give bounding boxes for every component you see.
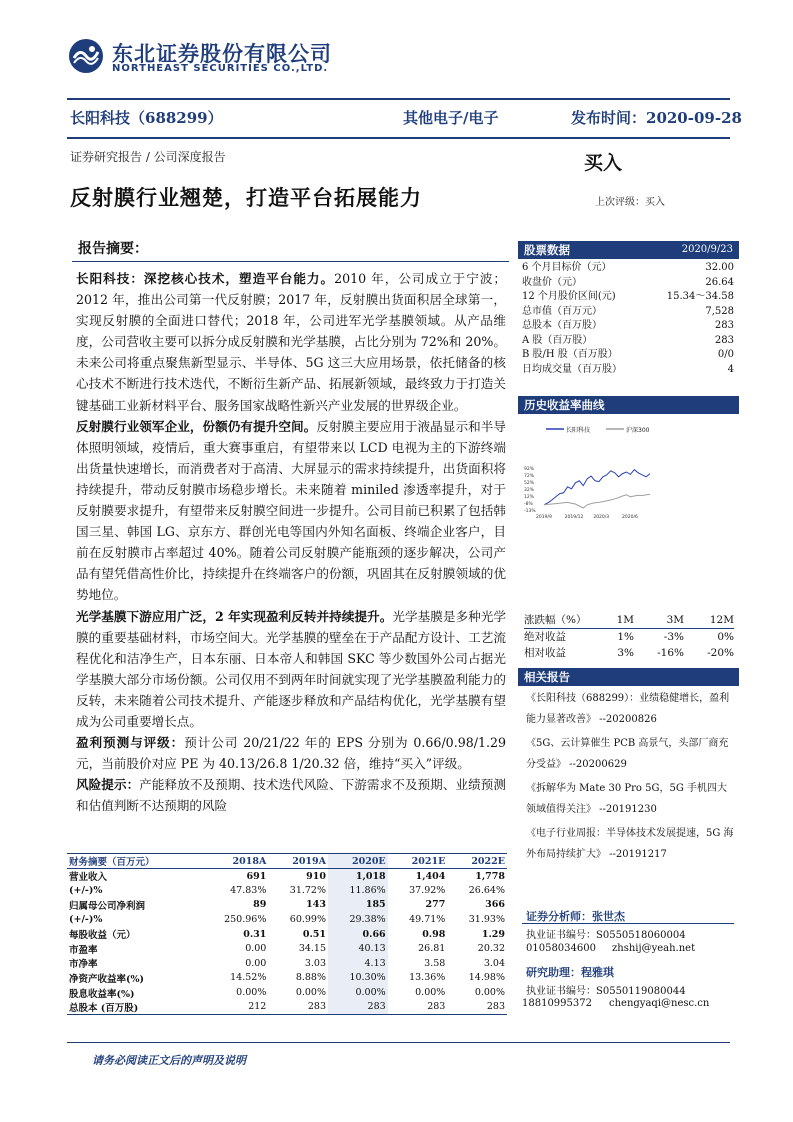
perf-header: 1M xyxy=(616,614,634,626)
fin-cell: 0.98 xyxy=(422,928,446,940)
previous-rating: 上次评级：买入 xyxy=(595,197,665,208)
stock-data-heading xyxy=(518,241,739,259)
fin-cell: 0.00% xyxy=(474,987,505,999)
fin-row-label: (+/-)% xyxy=(69,884,103,896)
fin-cell: 20.32 xyxy=(477,943,505,955)
fin-cell: 1.29 xyxy=(481,928,505,940)
financial-row xyxy=(67,971,507,986)
fin-cell: 0.00 xyxy=(245,957,267,969)
fin-cell: 283 xyxy=(388,1000,448,1015)
stock-label: B 股/H 股（百万股） xyxy=(522,349,618,360)
fin-row-label: 市盈率 xyxy=(69,944,98,956)
stock-value: 283 xyxy=(714,334,734,346)
performance-header-row xyxy=(524,612,734,628)
perf-cell: -3% xyxy=(663,631,684,643)
fin-cell: 0.51 xyxy=(302,928,327,940)
financial-row xyxy=(67,941,507,956)
return-curve-chart xyxy=(522,418,734,603)
analyst-cert: 执业证书编号：S0550518060004 xyxy=(526,930,686,941)
perf-cell: 相对收益 xyxy=(524,647,566,659)
stock-label: 6 个月目标价（元） xyxy=(522,262,612,273)
fin-header: 财务摘要（百万元） xyxy=(67,854,200,869)
fin-cell: 283 xyxy=(447,1000,507,1015)
financial-row xyxy=(67,1000,507,1015)
assistant-name: 研究助理：程雅琪 xyxy=(526,966,614,979)
chart-heading-title: 历史收益率曲线 xyxy=(524,398,605,412)
fin-cell: 47.83% xyxy=(230,884,267,896)
fin-cell: 0.00% xyxy=(328,985,388,1000)
stock-value: 283 xyxy=(714,320,734,331)
fin-cell: 0.00% xyxy=(295,987,327,999)
fin-cell: 49.71% xyxy=(409,914,446,926)
fin-cell: 3.04 xyxy=(483,957,505,969)
abstract-paragraph-3 xyxy=(76,606,506,733)
related-report-link[interactable]: 《电子行业周报：半导体技术发展提速，5G 海外布局持续扩大》 --20191217 xyxy=(526,828,734,860)
financial-row xyxy=(67,898,507,913)
perf-cell: 3% xyxy=(617,647,634,659)
financial-row xyxy=(67,927,507,942)
stock-label: 收盘价（元） xyxy=(522,276,582,288)
fin-cell: 29.38% xyxy=(328,912,388,927)
perf-cell: 1% xyxy=(617,631,634,643)
perf-cell: -20% xyxy=(707,647,734,659)
stock-value: 26.64 xyxy=(705,276,734,288)
fin-cell: 0.31 xyxy=(243,928,267,940)
perf-header: 涨跌幅（%） xyxy=(524,614,587,626)
y-tick-label: -8% xyxy=(524,502,533,507)
fin-cell: 1,018 xyxy=(328,869,388,884)
stock-value: 15.34～34.58 xyxy=(666,291,734,302)
financial-row xyxy=(67,985,507,1000)
fin-cell: 691 xyxy=(246,870,267,882)
assistant-cert: 执业证书编号：S0550119080044 xyxy=(526,986,686,997)
y-tick-label: 92% xyxy=(524,467,535,472)
fin-header: 2019A xyxy=(268,854,328,869)
fin-cell: 283 xyxy=(268,1000,328,1015)
y-tick-label: 72% xyxy=(524,474,535,479)
legend-label: 沪深300 xyxy=(626,427,650,434)
series-line xyxy=(544,470,650,505)
fin-row-label: 股息收益率(%) xyxy=(69,988,135,1000)
fin-cell: 8.88% xyxy=(295,972,327,984)
report-title: 反射膜行业翘楚，打造平台拓展能力 xyxy=(70,185,422,210)
header-divider-top xyxy=(67,98,730,100)
company-name-cn: 东北证券股份有限公司 xyxy=(112,42,332,66)
fin-cell: 143 xyxy=(306,899,327,911)
analyst-email[interactable]: zhshij@yeah.net xyxy=(612,943,696,954)
x-tick-label: 2020/6 xyxy=(622,515,638,520)
related-report-link[interactable]: 《5G、云计算催生 PCB 高景气，头部厂商充分受益》 --20200629 xyxy=(526,738,729,770)
stock-label: 日均成交量（百万股） xyxy=(522,363,622,375)
stock-label: 总市值（百万元） xyxy=(522,305,602,317)
related-heading xyxy=(518,668,739,686)
assistant-email[interactable]: chengyaqi@nesc.cn xyxy=(609,998,710,1009)
company-logo-icon xyxy=(68,38,104,74)
stock-row xyxy=(522,319,734,334)
stock-label: A 股（百万股） xyxy=(522,334,593,346)
paragraph-text: 预计公司 20/21/22 年的 EPS 分别为 0.66/0.98/1.29 元，当前股价对应 PE 为 40.13/26.8 1/20.32 倍，维持“买入”评级。 xyxy=(76,735,507,772)
stock-value: 0/0 xyxy=(717,349,734,360)
fin-header: 2022E xyxy=(447,854,507,869)
x-tick-label: 2019/12 xyxy=(564,515,584,520)
analyst-phone: 01058034600 xyxy=(526,943,596,954)
performance-row xyxy=(524,645,734,661)
y-tick-label: 32% xyxy=(524,488,535,493)
stock-data-table xyxy=(522,261,734,377)
footer-disclaimer: 请务必阅读正文后的声明及说明 xyxy=(92,1054,246,1067)
abstract-body xyxy=(76,268,506,816)
stock-value: 4 xyxy=(727,363,734,375)
abstract-paragraph-5 xyxy=(76,774,506,816)
chart-heading xyxy=(518,396,739,414)
fin-row-label: 归属母公司净利润 xyxy=(69,900,146,912)
related-report-link[interactable]: 《拆解华为 Mate 30 Pro 5G，5G 手机四大领域值得关注》 --20191230 xyxy=(526,783,727,815)
related-list xyxy=(526,688,736,868)
performance-table xyxy=(524,612,734,661)
fin-cell: 31.72% xyxy=(289,884,327,896)
fin-cell: 4.13 xyxy=(328,956,388,971)
fin-header: 2018A xyxy=(200,854,269,869)
performance-row xyxy=(524,629,734,645)
fin-cell: 1,778 xyxy=(475,870,505,882)
fin-cell: 366 xyxy=(485,899,505,911)
abstract-paragraph-1 xyxy=(76,268,506,416)
fin-header: 2021E xyxy=(388,854,448,869)
fin-cell: 0.66 xyxy=(328,927,388,942)
header-divider-bottom xyxy=(67,137,730,139)
rating-badge: 买入 xyxy=(584,152,623,174)
paragraph-lead: 盈利预测与评级： xyxy=(76,735,185,751)
paragraph-text: 2010 年，公司成立于宁波；2012 年，推出公司第一代反射膜；2017 年，反射膜出货面积居全球第一，实现反射膜的全面进口替代；2018 年，公司进军光学基膜领域。从产品维度，公司营收主要可以拆分成反射膜和光学基膜，占比分别为 72%和 20%。未来公司将重点聚焦新型显示、半导体、5G 这三大应用场景，依托储备的核心技术不断进行技术迭代，不断衍生新产品、拓展新领域，最终致力于打造关键基础工业新材料平台、服务国家战略性新兴产业发展的世界级企业。 xyxy=(76,271,507,413)
fin-cell: 60.99% xyxy=(289,914,327,926)
fin-row-label: 每股收益（元） xyxy=(69,930,136,942)
fin-row-label: 营业收入 xyxy=(69,872,108,884)
fin-row-label: 总股本 (百万股) xyxy=(67,1000,200,1015)
fin-cell: 3.03 xyxy=(304,957,327,969)
x-tick-label: 2020/3 xyxy=(593,515,610,520)
financial-row xyxy=(67,912,507,927)
y-tick-label: -13% xyxy=(524,509,536,514)
perf-cell: -16% xyxy=(657,647,684,659)
fin-cell: 31.93% xyxy=(468,914,505,926)
financial-header-row xyxy=(67,854,507,869)
fin-row-label: 市净率 xyxy=(69,959,98,971)
fin-row-label: 净资产收益率(%) xyxy=(69,973,145,985)
fin-cell: 14.98% xyxy=(468,972,505,984)
fin-cell: 250.96% xyxy=(224,914,267,926)
legend-label: 长阳科技 xyxy=(566,427,591,434)
paragraph-lead: 风险提示： xyxy=(76,777,140,793)
financial-summary-table xyxy=(67,853,507,1015)
stock-label: 12 个月股价区间(元) xyxy=(522,291,616,302)
publish-date: 发布时间：2020-09-28 xyxy=(571,109,742,127)
analyst-name: 证券分析师：张世杰 xyxy=(526,910,625,923)
fin-cell: 0.00% xyxy=(236,987,267,999)
paragraph-lead: 光学基膜下游应用广泛，2 年实现盈利反转并持续提升。 xyxy=(76,608,393,624)
financial-row xyxy=(67,883,507,898)
perf-header: 12M xyxy=(709,614,734,626)
footer-divider xyxy=(67,1042,730,1043)
fin-cell: 212 xyxy=(200,1000,269,1015)
fin-cell: 283 xyxy=(328,1000,388,1015)
stock-row xyxy=(522,290,734,305)
fin-cell: 11.86% xyxy=(328,883,388,898)
y-tick-label: 52% xyxy=(524,481,535,486)
fin-cell: 0.00 xyxy=(245,943,267,955)
fin-cell: 910 xyxy=(306,870,327,882)
stock-row xyxy=(522,363,734,378)
stock-row xyxy=(522,334,734,349)
paragraph-lead: 反射膜行业领军企业，份额仍有提升空间。 xyxy=(76,418,317,434)
fin-cell: 13.36% xyxy=(409,972,446,984)
paragraph-text: 产能释放不及预期、技术迭代风险、下游需求不及预期、业绩预测和估值判断不达预期的风险 xyxy=(76,777,507,814)
fin-cell: 26.64% xyxy=(468,884,505,896)
related-report-link[interactable]: 《长阳科技（688299）：业绩稳健增长，盈利能力显著改善》 --20200826 xyxy=(526,693,730,725)
related-heading-title: 相关报告 xyxy=(524,670,570,684)
stock-data-date: 2020/9/23 xyxy=(681,244,733,255)
stock-row xyxy=(522,305,734,320)
fin-cell: 3.58 xyxy=(424,957,446,969)
company-name-en: NORTHEAST SECURITIES CO.,LTD. xyxy=(112,63,329,74)
perf-header: 3M xyxy=(666,614,684,626)
fin-cell: 185 xyxy=(328,898,388,913)
abstract-heading: 报告摘要： xyxy=(78,241,148,257)
perf-cell: 绝对收益 xyxy=(524,631,566,643)
stock-row xyxy=(522,276,734,291)
stock-name: 长阳科技（688299） xyxy=(70,109,223,127)
fin-cell: 40.13 xyxy=(328,941,388,956)
abstract-paragraph-4 xyxy=(76,732,506,774)
abstract-paragraph-2 xyxy=(76,416,506,606)
fin-header: 2020E xyxy=(328,854,388,869)
fin-cell: 1,404 xyxy=(415,870,446,882)
abstract-divider xyxy=(72,261,509,262)
financial-row xyxy=(67,869,507,884)
breadcrumb: 证券研究报告 / 公司深度报告 xyxy=(70,150,226,164)
fin-cell: 0.00% xyxy=(415,987,446,999)
fin-row-label: (+/-)% xyxy=(69,914,103,926)
fin-cell: 37.92% xyxy=(409,884,446,896)
stock-data-title: 股票数据 xyxy=(524,243,570,257)
y-tick-label: 12% xyxy=(524,495,535,500)
fin-cell: 89 xyxy=(253,899,267,911)
assistant-phone: 18810995372 xyxy=(522,998,592,1009)
stock-value: 32.00 xyxy=(705,262,734,273)
fin-cell: 14.52% xyxy=(230,972,267,984)
fin-cell: 26.81 xyxy=(418,943,446,955)
stock-row xyxy=(522,348,734,363)
perf-cell: 0% xyxy=(717,631,734,643)
stock-label: 总股本（百万股） xyxy=(522,320,602,331)
fin-cell: 277 xyxy=(425,899,446,911)
paragraph-text: 反射膜主要应用于液晶显示和半导体照明领域，疫情后，重大赛事重启，有望带来以 LCD 电视为主的下游终端出货量快速增长，而消费者对于高清、大屏显示的需求持续提升，出货面积将持续提升，带动反射膜市场稳步增长。未来随着 miniled 渗透率提升，对于反射膜要求提升，有望带来反射膜空间进一步提升。公司目前已积累了包括韩国三星、韩国 LG、京东方、群创光电等国内外知名面板、终端企业客户，目前在反射膜市占率超过 40%。随着公司反射膜产能瓶颈的逐步解决，公司产品有望凭借高性价比，持续提升在终端客户的份额，巩固其在反射膜领域的优势地位。 xyxy=(76,418,507,603)
series-line xyxy=(544,494,650,508)
stock-value: 7,528 xyxy=(705,305,734,317)
fin-cell: 10.30% xyxy=(328,971,388,986)
paragraph-text: 光学基膜是多种光学膜的重要基础材料，市场空间大。光学基膜的壁垒在于产品配方设计、工艺流程优化和洁净生产，日本东丽、日本帝人和韩国 SKC 等少数国外公司占据光学基膜大部分市场份额。公司仅用不到两年时间就实现了光学基膜盈利能力的反转，未来随着公司技术提升、产能逐步释放和产品结构优化，光学基膜有望成为公司重要增长点。 xyxy=(76,608,507,729)
fin-cell: 34.15 xyxy=(298,943,327,955)
paragraph-lead: 长阳科技：深挖核心技术，塑造平台能力。 xyxy=(76,271,335,286)
x-tick-label: 2019/9 xyxy=(536,515,552,520)
stock-row xyxy=(522,261,734,276)
industry-label: 其他电子/电子 xyxy=(403,109,499,127)
financial-row xyxy=(67,956,507,971)
